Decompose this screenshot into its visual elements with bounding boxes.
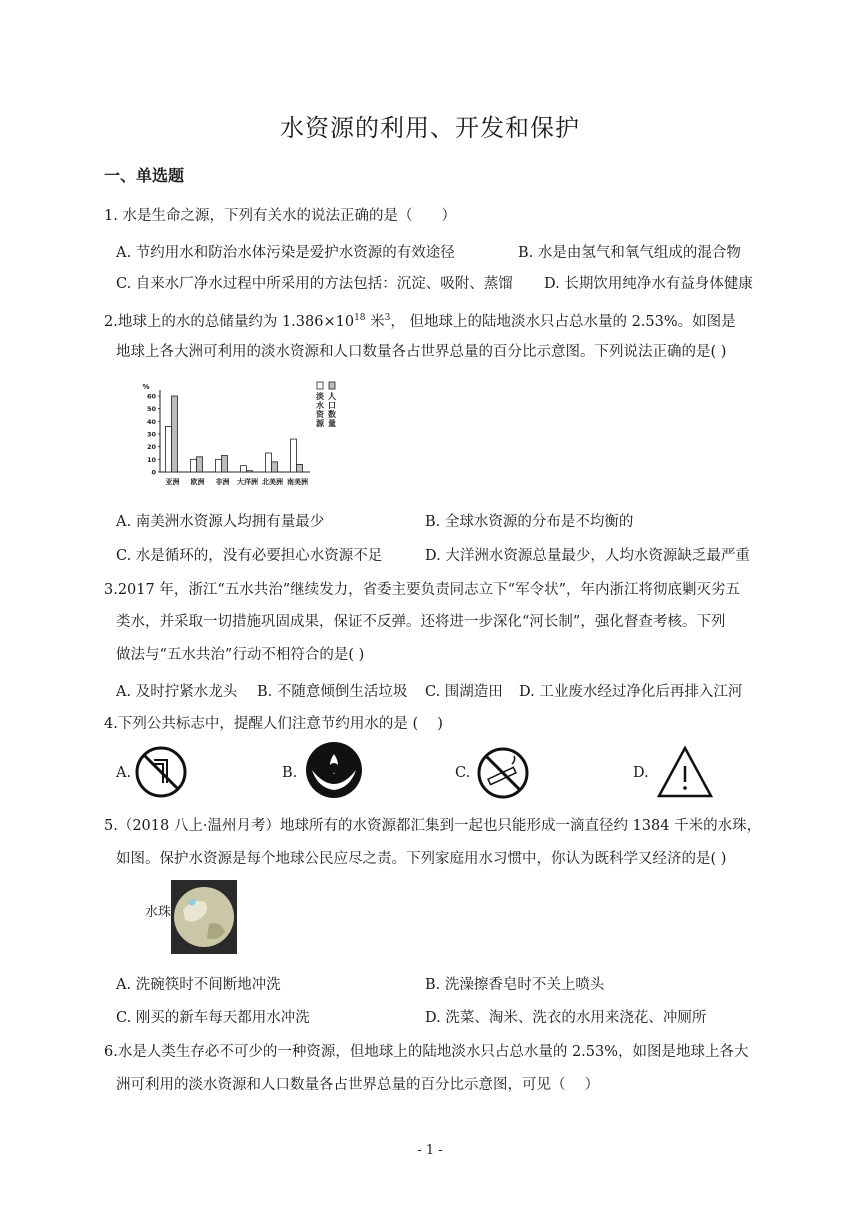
q3-line3: 做法与“五水共治”行动不相符合的是( ) — [116, 647, 365, 663]
legend-label-char: 口 — [328, 401, 336, 410]
q2-option-a[interactable]: A. 南美洲水资源人均拥有量最少 — [116, 514, 325, 530]
x-tick-label: 北美洲 — [262, 478, 283, 486]
q1-option-c[interactable]: C. 自来水厂净水过程中所采用的方法包括：沉淀、吸附、蒸馏 — [116, 276, 513, 292]
q1-option-b[interactable]: B. 水是由氢气和氧气组成的混合物 — [518, 245, 741, 261]
q4-option-c-label[interactable]: C. — [455, 765, 471, 781]
freshwater-bar — [216, 459, 222, 472]
freshwater-bar — [191, 459, 197, 472]
legend-label-char: 源 — [316, 419, 324, 428]
q2-stem-line1: 2.地球上的水的总储量约为 $1.386\times 10^{18}$ 米$^3$， 但地球上的陆地淡水只占总水量的 2.53%。如图是 — [104, 313, 736, 330]
y-tick-label: 0 — [151, 468, 156, 477]
population-bar — [172, 396, 178, 472]
q3-option-c[interactable]: C. 围湖造田 — [425, 684, 503, 700]
q4-option-a-label[interactable]: A. — [116, 765, 132, 781]
q1-stem: 1. 水是生命之源，下列有关水的说法正确的是（ ） — [104, 208, 456, 224]
page-number: - 1 - — [417, 1143, 443, 1158]
q1-option-d[interactable]: D. 长期饮用纯净水有益身体健康 — [544, 276, 753, 292]
freshwater-bar — [291, 439, 297, 472]
y-tick-label: 30 — [146, 430, 156, 439]
x-tick-label: 亚洲 — [165, 478, 180, 486]
q5-option-d[interactable]: D. 洗菜、淘米、洗衣的水用来浇花、冲厕所 — [425, 1010, 707, 1026]
no-smoking-sign-icon[interactable] — [476, 746, 530, 800]
q2-stem-line2: 地球上各大洲可利用的淡水资源和人口数量各占世界总量的百分比示意图。下列说法正确的是( ) — [116, 344, 727, 360]
population-bar — [222, 456, 228, 472]
q6-line2: 洲可利用的淡水资源和人口数量各占世界总量的百分比示意图，可见（ ） — [116, 1077, 600, 1093]
q3-option-a[interactable]: A. 及时拧紧水龙头 — [116, 684, 238, 700]
y-tick-label: 50 — [146, 405, 156, 414]
freshwater-bar — [166, 426, 172, 472]
y-tick-label: 40 — [146, 417, 156, 426]
page-title: 水资源的利用、开发和保护 — [280, 114, 580, 142]
population-bar — [197, 457, 203, 472]
freshwater-bar — [241, 466, 247, 472]
q4-option-d-label[interactable]: D. — [633, 765, 649, 781]
q2-option-c[interactable]: C. 水是循环的，没有必要担心水资源不足 — [116, 548, 383, 564]
x-tick-label: 南美洲 — [287, 478, 308, 486]
freshwater-bar — [266, 453, 272, 472]
legend-label-char: 数 — [328, 410, 336, 419]
legend-swatch — [317, 382, 323, 389]
warning-triangle-icon[interactable] — [656, 744, 714, 800]
bar-chart-svg — [140, 380, 340, 490]
save-water-drop-icon[interactable] — [304, 740, 364, 800]
water-drop-earth-image — [171, 880, 237, 954]
q3-line2: 类水，并采取一切措施巩固成果，保证不反弹。还将进一步深化“河长制”，强化督查考核。下列 — [116, 614, 726, 630]
population-bar — [247, 471, 253, 472]
q4-option-b-label[interactable]: B. — [282, 765, 298, 781]
legend-label-char: 资 — [316, 410, 324, 419]
y-tick-label: 60 — [146, 392, 156, 401]
q5-line1: 5.（2018 八上·温州月考）地球所有的水资源都汇集到一起也只能形成一滴直径约 1384 千米的水珠， — [104, 818, 762, 834]
q4-stem: 4.下列公共标志中，提醒人们注意节约用水的是 ( ) — [104, 716, 443, 732]
q5-option-c[interactable]: C. 刚买的新车每天都用水冲洗 — [116, 1010, 310, 1026]
legend-swatch — [329, 382, 335, 389]
q1-option-a[interactable]: A. 节约用水和防治水体污染是爱护水资源的有效途径 — [116, 245, 455, 261]
x-tick-label: 大洋洲 — [237, 478, 258, 486]
freshwater-population-chart — [140, 380, 340, 490]
q3-option-d[interactable]: D. 工业废水经过净化后再排入江河 — [519, 684, 743, 700]
y-tick-label: 10 — [146, 455, 156, 464]
section-heading: 一、单选题 — [104, 166, 185, 185]
q6-line1: 6.水是人类生存必不可少的一种资源，但地球上的陆地淡水只占总水量的 2.53%，如图是地球上各大 — [104, 1044, 749, 1060]
water-drop-image-label: 水珠 — [145, 904, 172, 919]
population-bar — [272, 462, 278, 472]
legend-label-char: 人 — [328, 392, 336, 401]
y-axis-label: % — [142, 383, 150, 391]
population-bar — [297, 464, 303, 472]
q2-option-d[interactable]: D. 大洋洲水资源总量最少，人均水资源缺乏最严重 — [425, 548, 750, 564]
q5-line2: 如图。保护水资源是每个地球公民应尽之责。下列家庭用水习惯中，你认为既科学又经济的是( ) — [116, 851, 727, 867]
q5-option-b[interactable]: B. 洗澡擦香皂时不关上喷头 — [425, 977, 605, 993]
legend-label-char: 淡 — [316, 392, 324, 401]
q2-option-b[interactable]: B. 全球水资源的分布是不均衡的 — [425, 514, 634, 530]
legend-label-char: 水 — [316, 401, 324, 410]
x-tick-label: 非洲 — [215, 478, 230, 486]
q5-option-a[interactable]: A. 洗碗筷时不间断地冲洗 — [116, 977, 281, 993]
q3-line1: 3.2017 年，浙江“五水共治”继续发力，省委主要负责同志立下“军令状”，年内浙江将彻底剿灭劣五 — [104, 582, 740, 598]
x-tick-label: 欧洲 — [190, 478, 205, 486]
legend-label-char: 量 — [328, 419, 336, 428]
y-tick-label: 20 — [146, 443, 156, 452]
no-tap-sign-icon[interactable] — [134, 745, 188, 799]
q3-option-b[interactable]: B. 不随意倾倒生活垃圾 — [257, 684, 408, 700]
